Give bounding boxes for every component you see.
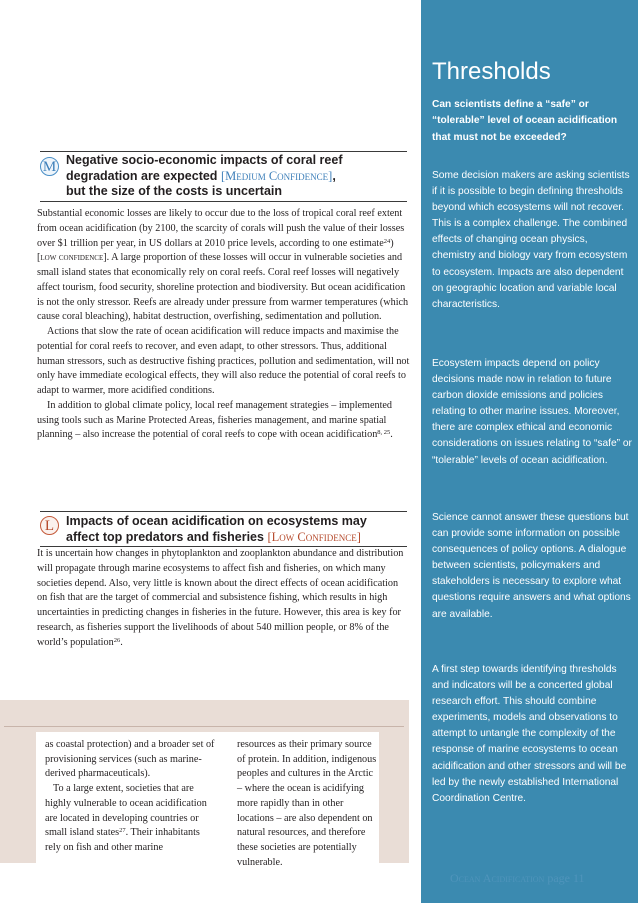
footer-page-label: page [547,871,570,885]
section-m-paragraph-3: In addition to global climate policy, local reef management strategies – implemented using tools such as Marine Protected Areas, fisheries management, and marine spatial planning – also increase the potential of coral reefs to cope with ocean acidification$^{8, 25}$. [37,399,393,441]
sidebar-title: Thresholds [432,58,551,85]
vulnerability-box-rule [4,726,404,727]
section-m-heading [66,153,411,200]
section-l-body [37,547,410,650]
footer-title: Ocean Acidification [450,871,545,885]
page-number: 11 [573,871,585,885]
section-m-heading-line2: degradation are expected [Medium Confidence], [66,168,336,183]
section-m-paragraph-1: Substantial economic losses are likely to occur due to the loss of tropical coral reef extent from ocean acidification (by 2100, the scarcity of corals will push the value of their losses over $1 trillion per year, in US dollars at 2010 price levels, according to one estimate$^{24}$) [low confidence]. A large proportion of these losses will occur in vulnerable societies and small island states that economically rely on coral reefs. Coral reef losses will negatively affect tourism, food security, shoreline protection and biodiversity. But ocean acidification is not the only stressor. Reefs are already under pressure from warmer temperatures (which cause coral bleaching), habitat destruction, overfishing, sedimentation and pollution. [37,208,409,323]
box-column-1-paragraph-2: To a large extent, societies that are highly vulnerable to ocean acidification are located in developing countries or small island states$^{27}$. Their inhabitants rely on fish and other marine [45,783,207,853]
box-column-1-paragraph-1: as coastal protection) and a broader set of provisioning services (such as marine-derived pharmaceuticals). [45,739,215,780]
section-m-body [37,207,410,443]
low-confidence-inline-tag: low confidence [40,252,104,264]
section-m-paragraph-2: Actions that slow the rate of ocean acidification will reduce impacts and maximise the potential for coral reefs to recover, and even adapt, to other stressors. Thus, additional human stressors, such as destructive fishing practices, pollution and sedimentation, will not only have immediate ecological effects, they will also reduce the potential of coral reefs to adapt to warmer, more acidified conditions. [37,326,410,396]
low-confidence-tag: [Low Confidence] [267,529,361,544]
sidebar-question: Can scientists define a “safe” or “tolerable” level of ocean acidification that must not be exceeded? [432,99,618,143]
medium-confidence-tag: [Medium Confidence] [220,168,333,183]
page-footer [450,871,585,886]
section-l-heading-line1: Impacts of ocean acidification on ecosystems may [66,514,367,528]
medium-confidence-badge: M [40,157,59,176]
sidebar-paragraph-3: Science cannot answer these questions but can provide some information on possible consequences of policy options. A dialogue between scientists, policymakers and stakeholders is necessary to explore what questions require answers and what options are available. [432,512,631,620]
low-confidence-badge: L [40,516,59,535]
section-l-top-rule [40,511,407,512]
box-column-2-paragraph: resources as their primary source of protein. In addition, indigenous peoples and cultures in the Arctic – where the ocean is acidifying more rapidly than in other locations – are also dependent on natural resources, and therefore these societies are potentially vulnerable. [237,739,377,868]
section-m-top-rule [40,151,407,152]
sidebar-paragraph-1: Some decision makers are asking scientists if it is possible to begin defining thresholds beyond which ecosystems will not recover. This is a complex challenge. The combined effects of changing ocean physics, chemistry and biology vary from ecosystem to ecosystem. Impacts are also dependent on geographic location and variable local characteristics. [432,170,630,310]
section-l-paragraph-1: It is uncertain how changes in phytoplankton and zooplankton abundance and distribution will propagate through marine ecosystems to affect fish and fisheries, on which many societies depend. Also, very little is known about the direct effects of ocean acidification on fish that are the target of commercial and subsistence fishing, which results in high uncertainties in predicting changes in fisheries in the future. However, this area is key for research, as fisheries support the livelihoods of about 540 million people, or 8% of the world’s population$^{26}$. [37,548,404,648]
vulnerability-box-column-1 [45,738,218,856]
sidebar-paragraph-4: A first step towards identifying thresholds and indicators will be a concerted global research effort. This should combine experiments, models and observations to attempt to untangle the complexity of the response of marine ecosystems to ocean acidification and other stressors and will be led by the newly established International Coordination Centre. [432,664,627,804]
section-l-heading-line2: affect top predators and fisheries [Low Confidence] [66,529,361,544]
vulnerability-box-column-2 [237,738,378,870]
section-m-heading-line1: Negative socio-economic impacts of coral reef [66,153,343,167]
section-l-heading [66,514,411,545]
section-m-heading-underline [40,201,407,202]
section-m-heading-line3: but the size of the costs is uncertain [66,184,283,198]
sidebar-paragraph-2: Ecosystem impacts depend on policy decisions made now in relation to future carbon dioxide emissions and policies relating to other marine issues. Moreover, there are complex ethical and economic considerations on issues relating to “safe” or “tolerable” levels of ocean acidification. [432,358,632,466]
